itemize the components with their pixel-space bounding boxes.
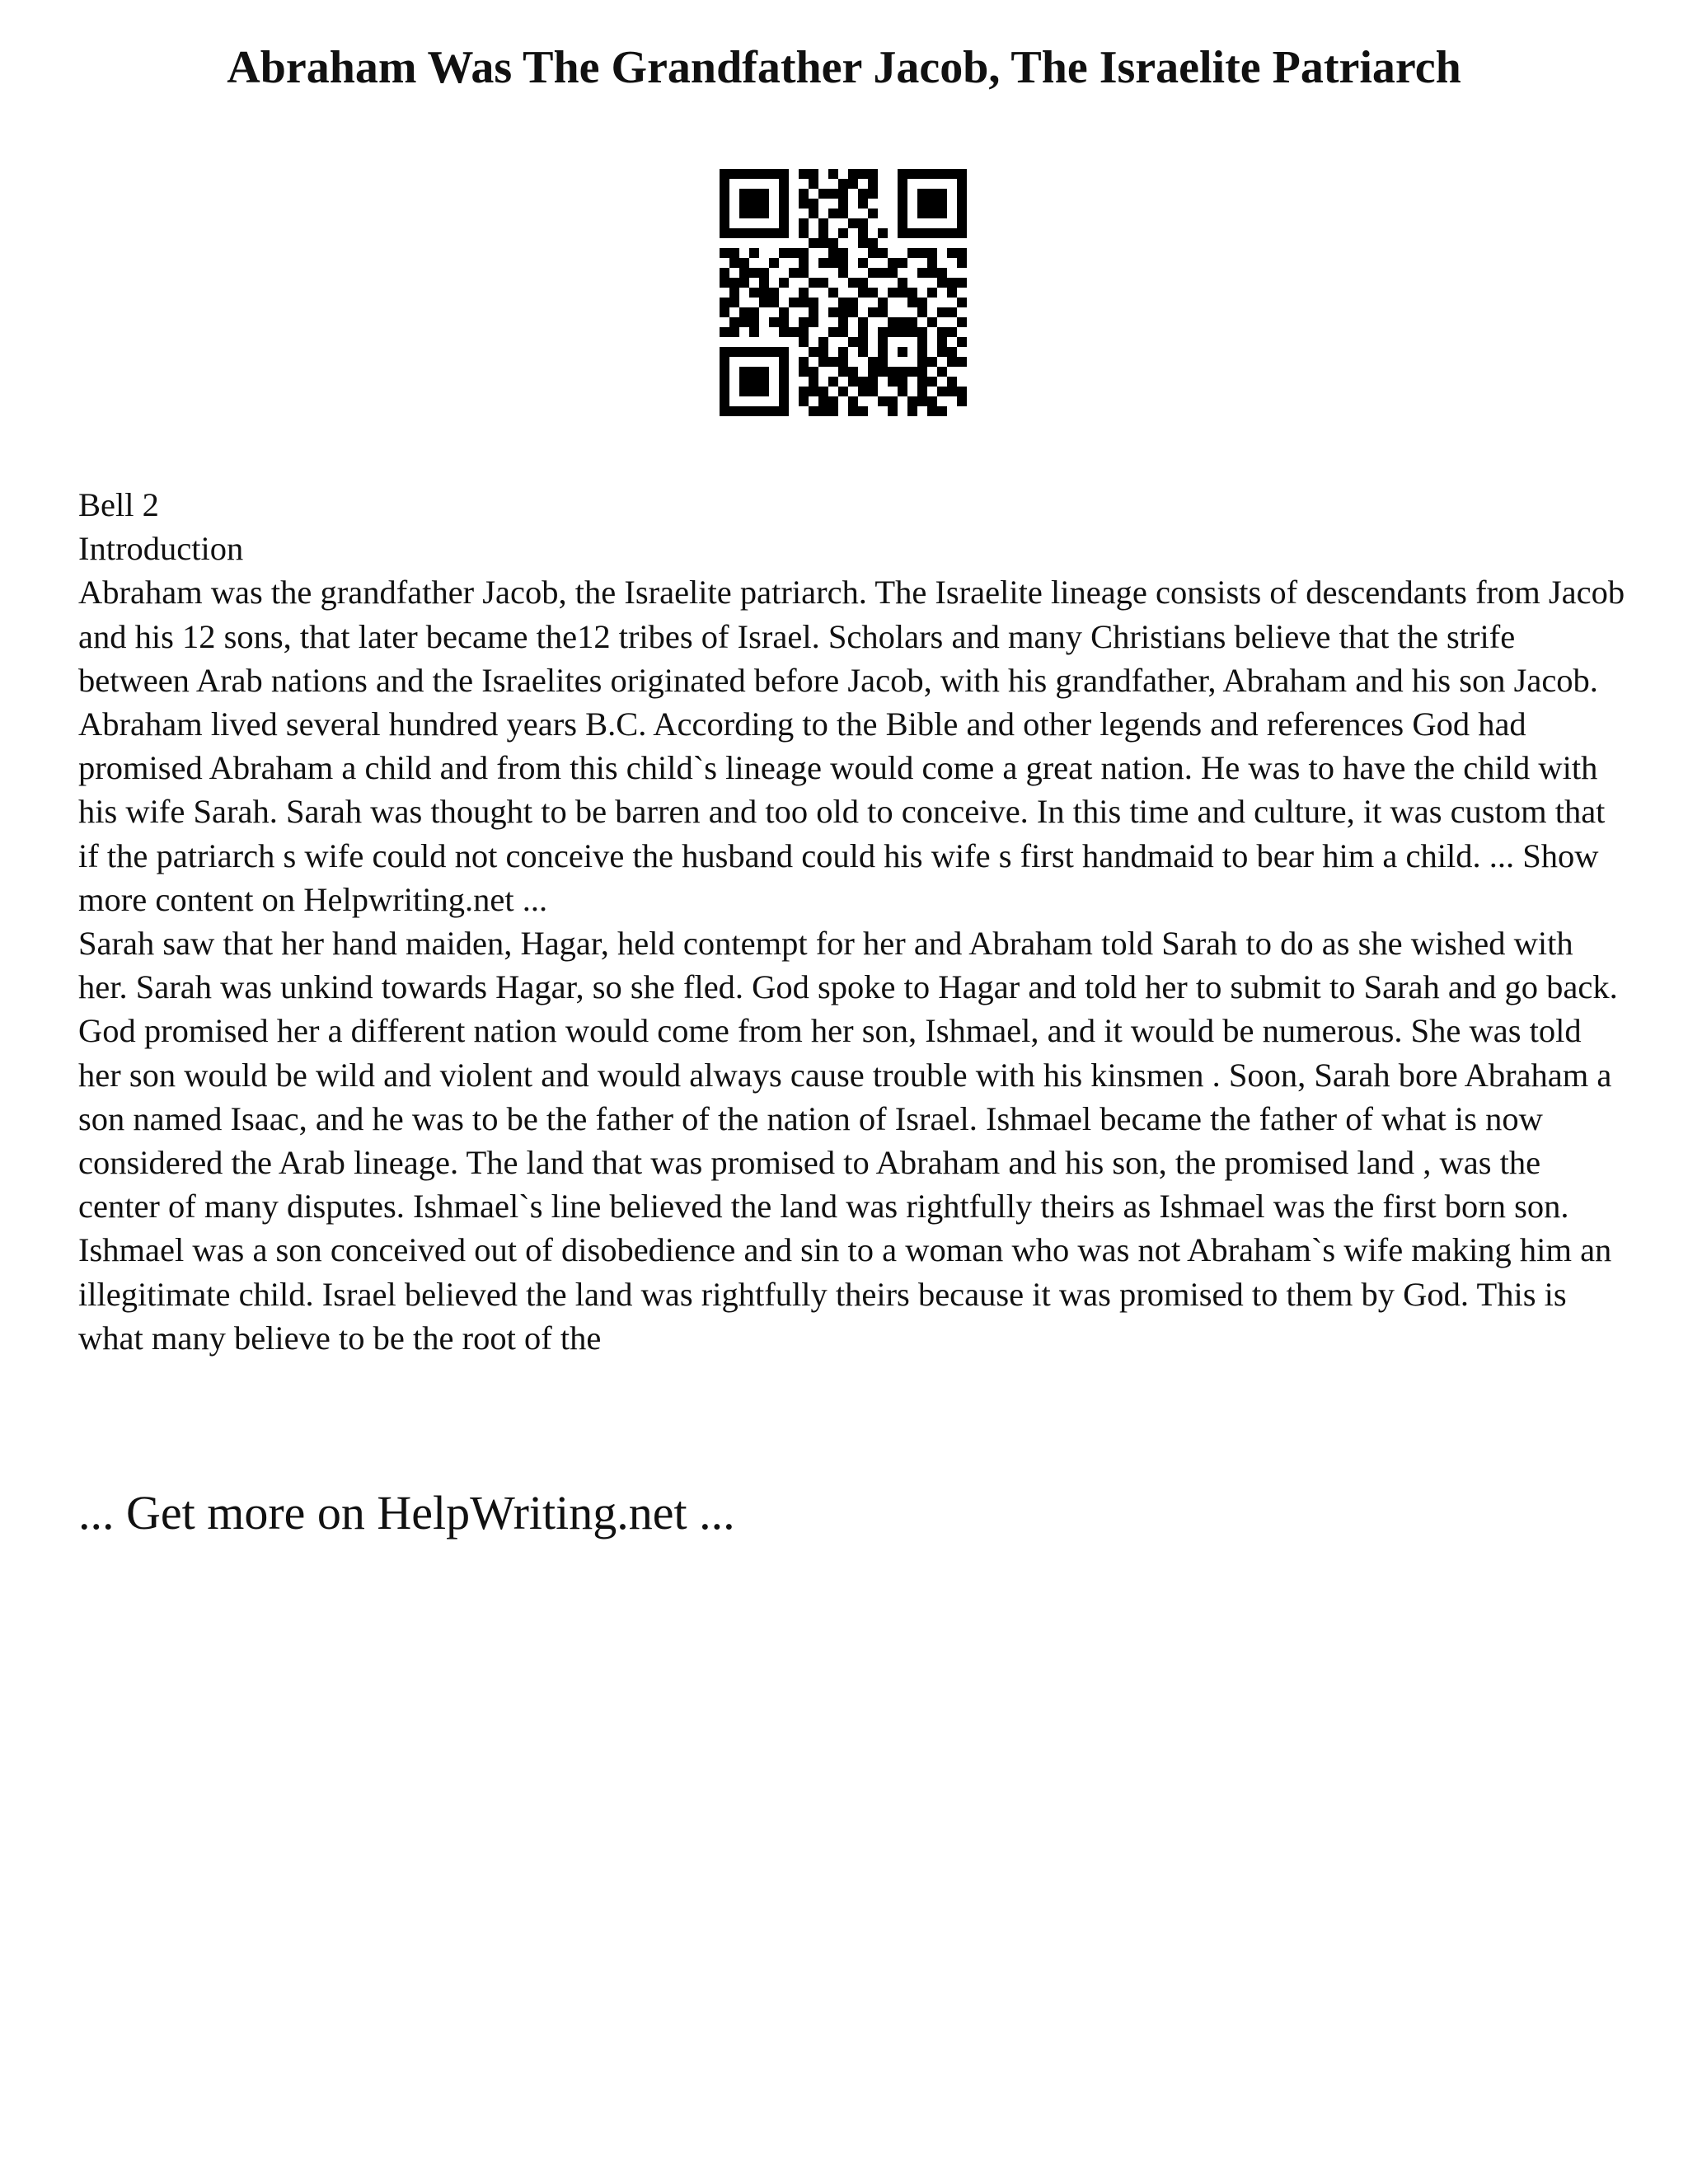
document-title: Abraham Was The Grandfather Jacob, The Israelite Patriarch	[227, 42, 1461, 93]
get-more-link[interactable]: ... Get more on HelpWriting.net ...	[78, 1486, 735, 1540]
paragraph-1: Abraham was the grandfather Jacob, the Israelite patriarch. The Israelite lineage consists of descendants from Jacob and his 12 sons, that later became the12 tribes of Israel. Scholars and many Christians believe that the strife between Arab nations and the Israelites originated before Jacob, with his grandfather, Abraham and his son Jacob. Abraham lived several hundred years B.C. According to the Bible and other legends and references God had promised Abraham a child and from this child`s lineage would come a great nation. He was to have the child with his wife Sarah. Sarah was thought to be barren and too old to conceive. In this time and culture, it was custom that if the patriarch s wife could not conceive the husband could his wife s first handmaid to bear him a child. ... Show more content on Helpwriting.net ...	[78, 574, 1625, 918]
paragraph-2: Sarah saw that her hand maiden, Hagar, held contempt for her and Abraham told Sarah to do as she wished with her. Sarah was unkind towards Hagar, so she fled. God spoke to Hagar and told her to submit to Sarah and go back. God promised her a different nation would come from her son, Ishmael, and it would be numerous. She was told her son would be wild and violent and would always cause trouble with his kinsmen . Soon, Sarah bore Abraham a son named Isaac, and he was to be the father of the nation of Israel. Ishmael became the father of what is now considered the Arab lineage. The land that was promised to Abraham and his son, the promised land , was the center of many disputes. Ishmael`s line believed the land was rightfully theirs as Ishmael was the first born son. Ishmael was a son conceived out of disobedience and sin to a woman who was not Abraham`s wife making him an illegitimate child. Israel believed the land was rightfully theirs because it was promised to them by God. This is what many believe to be the root of the	[78, 925, 1618, 1357]
section-heading: Introduction	[78, 530, 244, 568]
qr-code-icon	[720, 169, 967, 416]
header-line: Bell 2	[78, 486, 159, 523]
document-body	[78, 483, 1628, 1360]
